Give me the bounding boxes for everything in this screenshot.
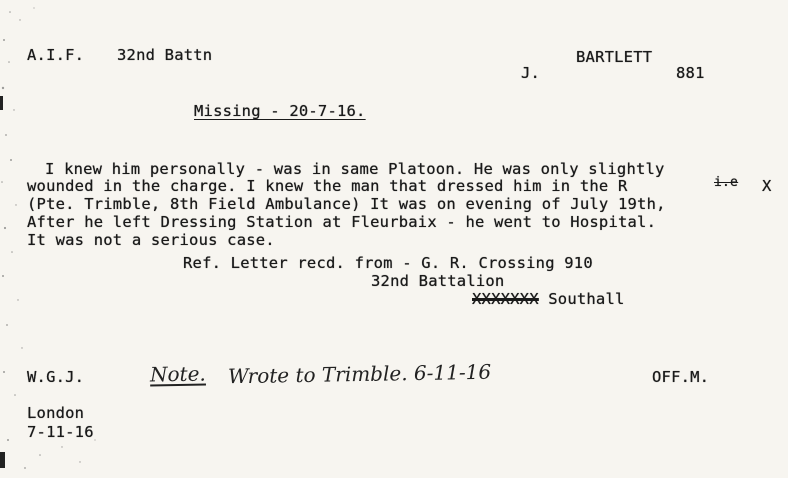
aif-label: A.I.F. (27, 46, 85, 64)
struck-correction: i.e (714, 175, 739, 190)
statement-line-2: wounded in the charge. I knew the man that dressed him in the R (27, 177, 628, 195)
office-mark: OFF.M. (652, 368, 710, 386)
statement-line-4: After he left Dressing Station at Fleurbaix - he went to Hospital. (27, 213, 657, 231)
scan-edge-mark-bottom (0, 452, 5, 468)
handwritten-note: Wrote to Trimble. 6-11-16 (227, 359, 492, 389)
battalion-label: 32nd Battn (117, 46, 213, 64)
date-label: 7-11-16 (27, 423, 94, 441)
statement-line-1: I knew him personally - was in same Platoon. He was only slightly (45, 160, 665, 178)
soldier-surname: BARTLETT (576, 48, 653, 66)
scan-edge-mark-top (0, 96, 3, 110)
reference-struck-text (472, 292, 625, 308)
handwritten-note-label: Note. (149, 361, 206, 387)
reference-name: Southall (538, 290, 625, 308)
place-label: London (27, 404, 85, 422)
soldier-initial: J. (521, 64, 541, 82)
clerk-initials: W.G.J. (27, 368, 85, 386)
missing-status: Missing - 20-7-16. (194, 102, 366, 120)
statement-line-5: It was not a serious case. (27, 231, 275, 249)
reference-battalion: 32nd Battalion (371, 272, 505, 290)
statement-line-3: (Pte. Trimble, 8th Field Ambulance) It was on evening of July 19th, (27, 195, 666, 213)
soldier-number: 881 (676, 64, 705, 82)
correction-mark: X (762, 177, 772, 195)
reference-line: Ref. Letter recd. from - G. R. Crossing 910 (183, 254, 593, 272)
struck-overtyping: XXXXXXX (472, 290, 539, 308)
